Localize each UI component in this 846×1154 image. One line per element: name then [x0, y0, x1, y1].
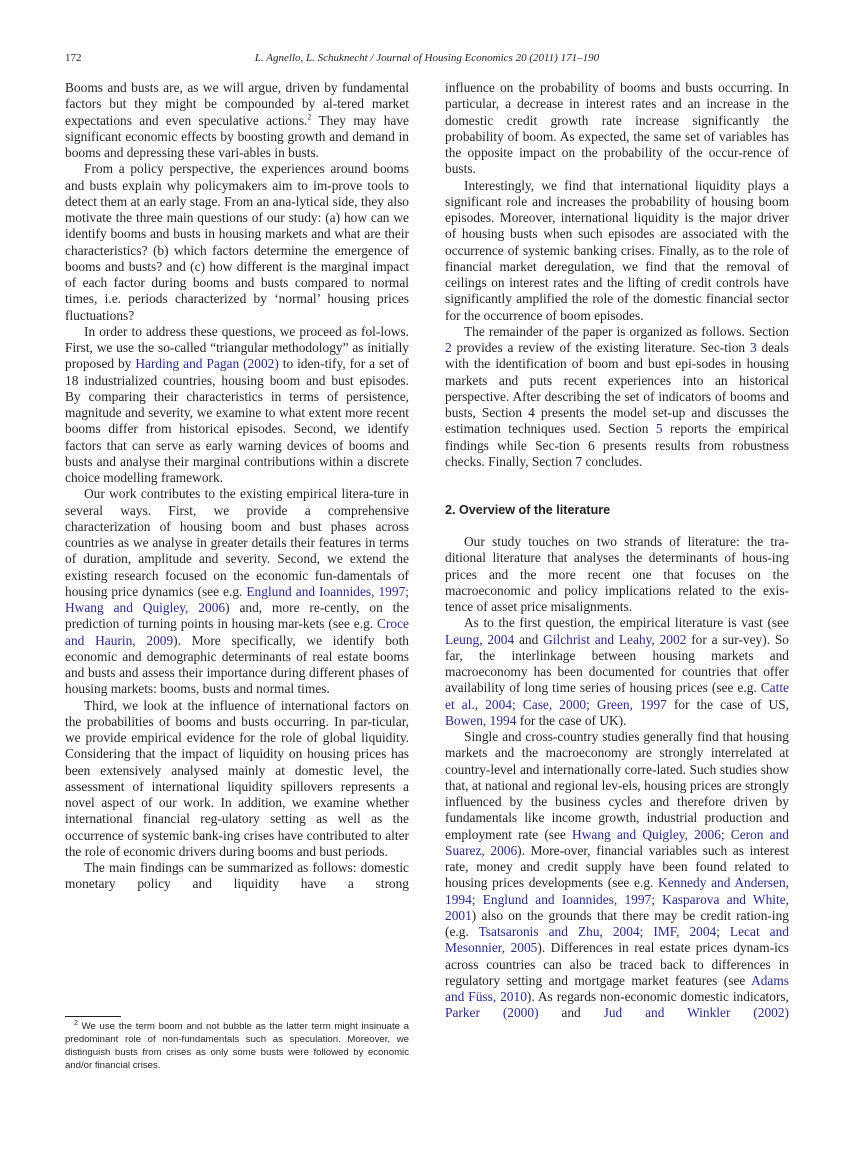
citation-link[interactable]: Gilchrist and Leahy, 2002: [543, 631, 687, 647]
paragraph: Single and cross-country studies generally find that housing markets and the macroeconomy are strongly interrelated at country-level and internationally corre-lated. Such studies show that, at national and regional lev-els, housing prices are strongly influenced by the business cycles and therefore driven by fundamentals like income growth, industrial production and employment rate (see Hwang and Quigley, 2006; Ceron and Suarez, 2006). More-over, financial variables such as interest rate, money and credit supply have been found related to housing prices developments (see e.g. Kennedy and Andersen, 1994; Englund and Ioannides, 1997; Kasparova and White, 2001) also on the grounds that there may be credit ration-ing (e.g. Tsatsaronis and Zhu, 2004; IMF, 2004; Lecat and Mesonnier, 2005). Differences in real estate prices dynam-ics across countries can also be traced back to differences in regulatory setting and mortgage market features (see Adams and Füss, 2010). As regards non-economic domestic indicators, Parker (2000) and Jud and Winkler (2002): [445, 729, 789, 1021]
paragraph: Third, we look at the influence of international factors on the probabilities of booms and busts occurring. In par-ticular, we provide empirical evidence for the role of global liquidity. Considering that the impact of liquidity on housing prices has been extensively analysed mainly at domestic level, the assessment of international liquidity spillovers represents a novel aspect of our work. In addition, we examine whether international financial reg-ulatory setting as well as the occurrence of systemic bank-ing crises have contributed to alter the role of economic drivers during booms and bust periods.: [65, 697, 409, 859]
running-header: [65, 52, 789, 68]
section-heading: 2. Overview of the literature: [445, 503, 611, 517]
paragraph: Our study touches on two strands of literature: the tra-ditional literature that analyses the determinants of hous-ing prices and the more recent one that focuses on the macroeconomic and policy implications related to the exis-tence of asset price misalignments.: [445, 534, 789, 614]
paragraph: From a policy perspective, the experiences around booms and busts explain why policymakers aim to im-prove tools to detect them at an early stage. From an ana-lytical side, they also motivate the three main questions of our study: (a) how can we identify booms and busts in housing markets and what are their characteristics? (b) which factors determine the emergence of booms and busts? and (c) how different is the marginal impact of each factor during booms and busts compared to normal times, i.e. periods characterized by ‘normal’ housing prices fluctuations?: [65, 161, 409, 323]
paragraph: Booms and busts are, as we will argue, driven by fundamental factors but they might be compounded by al-tered market expectations and even speculative actions.$^2$ They may have significant economic effects by boosting growth and demand in booms and depressing these vari-ables in busts.: [65, 80, 409, 160]
paragraph: In order to address these questions, we proceed as fol-lows. First, we use the so-called “triangular methodology” as initially proposed by Harding and Pagan (2002) to iden-tify, for a set of 18 industrialized countries, housing boom and bust episodes. By comparing their characteristics in terms of persistence, magnitude and severity, we examine to what extent more recent booms differ from historical episodes. Second, we identify factors that can serve as early warning devices of booms and busts and analyse their marginal contributions within a discrete choice modelling framework.: [65, 323, 409, 485]
citation-link[interactable]: Catte et al., 2004; Case, 2000; Green, 1997: [445, 680, 789, 712]
citation-link[interactable]: Parker (2000): [445, 1005, 539, 1021]
section-link[interactable]: 5: [655, 421, 663, 437]
citation-link[interactable]: Croce and Haurin, 2009: [65, 616, 409, 648]
right-column: [445, 80, 789, 1022]
citation-link[interactable]: Hwang and Quigley, 2006; Ceron and Suarez, 2006: [445, 826, 789, 858]
paragraph: The remainder of the paper is organized as follows. Section 2 provides a review of the existing literature. Sec-tion 3 deals with the identification of boom and bust epi-sodes in housing markets and puts recent experiences into an historical perspective. After describing the set of indicators of booms and busts, Section 4 presents the model set-up and discusses the estimation techniques used. Section 5 reports the empirical findings while Sec-tion 6 presents results from robustness checks. Finally, Section 7 concludes.: [445, 323, 790, 469]
paragraph: influence on the probability of booms and busts occurring. In particular, a decrease in interest rates and an increase in the domestic credit growth rate increase significantly the probability of boom. As expected, the same set of variables has the opposite impact on the probability of the occur-rence of busts.: [445, 80, 789, 177]
section-heading-wrap: [445, 502, 789, 518]
paragraph: The main findings can be summarized as follows: domestic monetary policy and liquidity have a strong: [65, 860, 409, 892]
section-link[interactable]: 3: [749, 340, 757, 355]
citation-link[interactable]: Bowen, 1994: [445, 712, 517, 728]
left-column: [65, 80, 409, 893]
page-number: 172: [65, 52, 82, 64]
citation-link[interactable]: Jud and Winkler (2002): [603, 1005, 789, 1021]
footnote-mark: 2: [74, 1019, 78, 1027]
citation-link[interactable]: Tsatsaronis and Zhu, 2004; IMF, 2004; Lecat and Mesonnier, 2005: [445, 924, 789, 956]
paragraph: As to the first question, the empirical literature is vast (see Leung, 2004 and Gilchrist and Leahy, 2002 for a sur-vey). So far, the interlinkage between housing markets and macroeconomy has been documented for countries that offer availability of long time series of housing prices (see e.g. Catte et al., 2004; Case, 2000; Green, 1997 for the case of US, Bowen, 1994 for the case of UK).: [445, 615, 789, 728]
citation-link[interactable]: Kennedy and Andersen, 1994; Englund and Ioannides, 1997; Kasparova and White, 2001: [445, 875, 789, 923]
citation-link[interactable]: Englund and Ioannides, 1997; Hwang and Quigley, 2006: [65, 583, 409, 615]
citation-link[interactable]: Leung, 2004: [445, 631, 515, 647]
footnote-divider: [65, 1016, 121, 1017]
footnote: $^2$ We use the term boom and not bubble as the latter term might insinuate a predominant role of non-fundamentals such as speculation. Moreover, we distinguish busts from crises as only some busts were followed by economic and/or financial crises.: [65, 1019, 409, 1071]
citation-link[interactable]: Adams and Füss, 2010: [445, 972, 789, 1004]
running-head: L. Agnello, L. Schuknecht / Journal of Housing Economics 20 (2011) 171–190: [254, 52, 600, 64]
footnote-ref[interactable]: 2: [307, 112, 312, 122]
paragraph: Our work contributes to the existing empirical litera-ture in several ways. First, we provide a comprehensive characterization of housing boom and bust phases across countries as we analyse in greater details their features in terms of duration, amplitude and severity. Second, we extend the existing research focused on the economic fun-damentals of housing price dynamics (see e.g. Englund and Ioannides, 1997; Hwang and Quigley, 2006) and, more re-cently, on the prediction of turning points in housing mar-kets (see e.g. Croce and Haurin, 2009). More specifically, we identify both economic and demographic determinants of real estate booms and busts and assess their importance during different phases of housing markets: booms, busts and normal times.: [65, 486, 410, 697]
paragraph: Interestingly, we find that international liquidity plays a significant role and increases the probability of housing boom episodes. Moreover, international liquidity is the major driver of housing busts when such episodes are associated with the occurrence of systemic banking crises. Finally, as to the role of financial market deregulation, we find that the removal of ceilings on interest rates and the lifting of credit controls have significantly amplified the role of the domestic financial sector for the occurrence of boom episodes.: [445, 177, 789, 323]
citation-link[interactable]: Harding and Pagan (2002): [135, 356, 279, 372]
section-link[interactable]: 2: [445, 340, 452, 355]
